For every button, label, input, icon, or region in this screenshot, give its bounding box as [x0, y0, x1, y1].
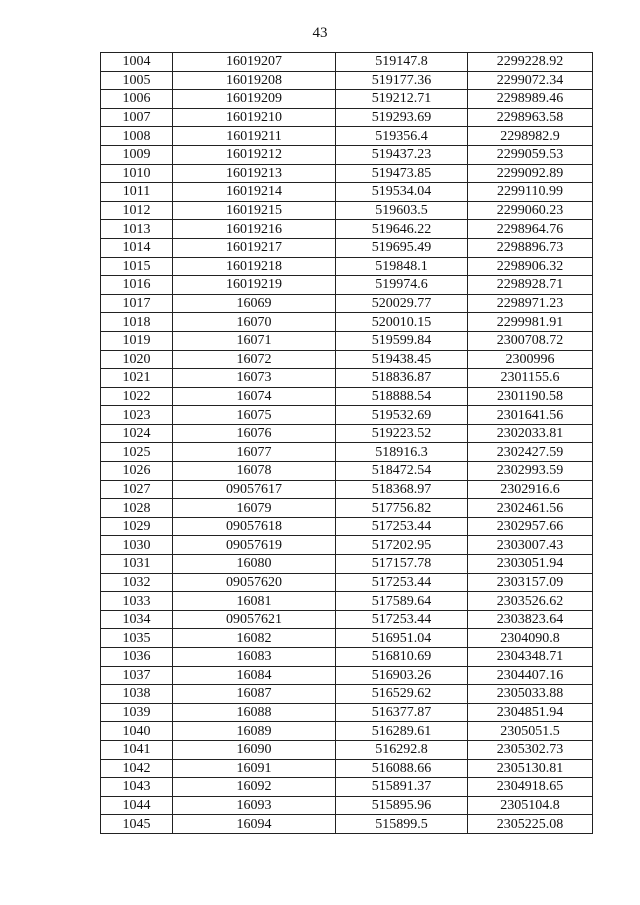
point-id-cell: 09057620	[173, 573, 336, 592]
y-coordinate-cell: 2302916.6	[468, 480, 593, 499]
x-coordinate-cell: 520010.15	[336, 313, 468, 332]
table-row	[101, 796, 593, 815]
point-id-cell: 16089	[173, 722, 336, 741]
row-number-cell: 1034	[101, 610, 173, 629]
y-coordinate-cell: 2299059.53	[468, 145, 593, 164]
row-number-cell: 1024	[101, 424, 173, 443]
row-number-cell: 1010	[101, 164, 173, 183]
table-row	[101, 71, 593, 90]
y-coordinate-cell: 2301190.58	[468, 387, 593, 406]
y-coordinate-cell: 2303526.62	[468, 592, 593, 611]
row-number-cell: 1031	[101, 555, 173, 574]
x-coordinate-cell: 517253.44	[336, 610, 468, 629]
point-id-cell: 16019217	[173, 238, 336, 257]
y-coordinate-cell: 2299060.23	[468, 201, 593, 220]
x-coordinate-cell: 519177.36	[336, 71, 468, 90]
y-coordinate-cell: 2303051.94	[468, 555, 593, 574]
x-coordinate-cell: 520029.77	[336, 294, 468, 313]
y-coordinate-cell: 2304407.16	[468, 666, 593, 685]
table-row	[101, 90, 593, 109]
x-coordinate-cell: 519473.85	[336, 164, 468, 183]
row-number-cell: 1020	[101, 350, 173, 369]
table-row	[101, 294, 593, 313]
y-coordinate-cell: 2305302.73	[468, 740, 593, 759]
x-coordinate-cell: 518836.87	[336, 369, 468, 388]
x-coordinate-cell: 519848.1	[336, 257, 468, 276]
y-coordinate-cell: 2299110.99	[468, 183, 593, 202]
point-id-cell: 16080	[173, 555, 336, 574]
table-row	[101, 815, 593, 834]
x-coordinate-cell: 518916.3	[336, 443, 468, 462]
table-row	[101, 740, 593, 759]
table-row	[101, 778, 593, 797]
point-id-cell: 09057619	[173, 536, 336, 555]
table-row	[101, 406, 593, 425]
table-row	[101, 183, 593, 202]
y-coordinate-cell: 2304090.8	[468, 629, 593, 648]
point-id-cell: 16081	[173, 592, 336, 611]
table-row	[101, 145, 593, 164]
table-row	[101, 610, 593, 629]
point-id-cell: 16079	[173, 499, 336, 518]
y-coordinate-cell: 2298963.58	[468, 108, 593, 127]
row-number-cell: 1006	[101, 90, 173, 109]
row-number-cell: 1042	[101, 759, 173, 778]
point-id-cell: 16019215	[173, 201, 336, 220]
point-id-cell: 16019207	[173, 53, 336, 72]
table-row	[101, 592, 593, 611]
row-number-cell: 1016	[101, 276, 173, 295]
x-coordinate-cell: 518368.97	[336, 480, 468, 499]
y-coordinate-cell: 2299228.92	[468, 53, 593, 72]
y-coordinate-cell: 2298896.73	[468, 238, 593, 257]
x-coordinate-cell: 515895.96	[336, 796, 468, 815]
point-id-cell: 16019216	[173, 220, 336, 239]
y-coordinate-cell: 2298989.46	[468, 90, 593, 109]
table-row	[101, 313, 593, 332]
table-row	[101, 685, 593, 704]
x-coordinate-cell: 519646.22	[336, 220, 468, 239]
point-id-cell: 16019208	[173, 71, 336, 90]
row-number-cell: 1045	[101, 815, 173, 834]
y-coordinate-cell: 2302461.56	[468, 499, 593, 518]
table-row	[101, 220, 593, 239]
x-coordinate-cell: 517589.64	[336, 592, 468, 611]
y-coordinate-cell: 2305104.8	[468, 796, 593, 815]
point-id-cell: 09057618	[173, 517, 336, 536]
point-id-cell: 16093	[173, 796, 336, 815]
x-coordinate-cell: 517756.82	[336, 499, 468, 518]
y-coordinate-cell: 2305130.81	[468, 759, 593, 778]
table-row	[101, 573, 593, 592]
y-coordinate-cell: 2301155.6	[468, 369, 593, 388]
x-coordinate-cell: 517253.44	[336, 573, 468, 592]
row-number-cell: 1043	[101, 778, 173, 797]
row-number-cell: 1028	[101, 499, 173, 518]
x-coordinate-cell: 516088.66	[336, 759, 468, 778]
row-number-cell: 1026	[101, 462, 173, 481]
x-coordinate-cell: 516529.62	[336, 685, 468, 704]
x-coordinate-cell: 516903.26	[336, 666, 468, 685]
row-number-cell: 1027	[101, 480, 173, 499]
y-coordinate-cell: 2300708.72	[468, 331, 593, 350]
point-id-cell: 09057617	[173, 480, 336, 499]
x-coordinate-cell: 519223.52	[336, 424, 468, 443]
point-id-cell: 16075	[173, 406, 336, 425]
point-id-cell: 16087	[173, 685, 336, 704]
row-number-cell: 1023	[101, 406, 173, 425]
row-number-cell: 1035	[101, 629, 173, 648]
table-row	[101, 164, 593, 183]
table-row	[101, 499, 593, 518]
point-id-cell: 16091	[173, 759, 336, 778]
x-coordinate-cell: 519599.84	[336, 331, 468, 350]
point-id-cell: 16071	[173, 331, 336, 350]
point-id-cell: 16094	[173, 815, 336, 834]
coordinate-table	[100, 52, 593, 834]
table-row	[101, 257, 593, 276]
point-id-cell: 16073	[173, 369, 336, 388]
row-number-cell: 1019	[101, 331, 173, 350]
x-coordinate-cell: 519534.04	[336, 183, 468, 202]
x-coordinate-cell: 519147.8	[336, 53, 468, 72]
y-coordinate-cell: 2303823.64	[468, 610, 593, 629]
point-id-cell: 16074	[173, 387, 336, 406]
x-coordinate-cell: 519437.23	[336, 145, 468, 164]
row-number-cell: 1036	[101, 648, 173, 667]
y-coordinate-cell: 2298971.23	[468, 294, 593, 313]
x-coordinate-cell: 517157.78	[336, 555, 468, 574]
y-coordinate-cell: 2298906.32	[468, 257, 593, 276]
x-coordinate-cell: 519438.45	[336, 350, 468, 369]
table-row	[101, 480, 593, 499]
y-coordinate-cell: 2299092.89	[468, 164, 593, 183]
table-row	[101, 127, 593, 146]
x-coordinate-cell: 519293.69	[336, 108, 468, 127]
x-coordinate-cell: 519974.6	[336, 276, 468, 295]
y-coordinate-cell: 2304348.71	[468, 648, 593, 667]
y-coordinate-cell: 2305225.08	[468, 815, 593, 834]
row-number-cell: 1038	[101, 685, 173, 704]
table-body	[101, 53, 593, 834]
table-row	[101, 331, 593, 350]
row-number-cell: 1025	[101, 443, 173, 462]
point-id-cell: 16019219	[173, 276, 336, 295]
table-row	[101, 387, 593, 406]
point-id-cell: 16019218	[173, 257, 336, 276]
row-number-cell: 1022	[101, 387, 173, 406]
row-number-cell: 1009	[101, 145, 173, 164]
table-row	[101, 276, 593, 295]
x-coordinate-cell: 516951.04	[336, 629, 468, 648]
x-coordinate-cell: 515891.37	[336, 778, 468, 797]
table-row	[101, 703, 593, 722]
x-coordinate-cell: 518888.54	[336, 387, 468, 406]
row-number-cell: 1040	[101, 722, 173, 741]
y-coordinate-cell: 2302957.66	[468, 517, 593, 536]
point-id-cell: 16077	[173, 443, 336, 462]
point-id-cell: 16019211	[173, 127, 336, 146]
x-coordinate-cell: 517202.95	[336, 536, 468, 555]
x-coordinate-cell: 519356.4	[336, 127, 468, 146]
row-number-cell: 1032	[101, 573, 173, 592]
y-coordinate-cell: 2298982.9	[468, 127, 593, 146]
x-coordinate-cell: 515899.5	[336, 815, 468, 834]
point-id-cell: 16070	[173, 313, 336, 332]
table-row	[101, 629, 593, 648]
row-number-cell: 1005	[101, 71, 173, 90]
row-number-cell: 1039	[101, 703, 173, 722]
row-number-cell: 1012	[101, 201, 173, 220]
y-coordinate-cell: 2304918.65	[468, 778, 593, 797]
y-coordinate-cell: 2305051.5	[468, 722, 593, 741]
table-row	[101, 443, 593, 462]
point-id-cell: 16083	[173, 648, 336, 667]
point-id-cell: 16076	[173, 424, 336, 443]
table-row	[101, 666, 593, 685]
x-coordinate-cell: 519212.71	[336, 90, 468, 109]
point-id-cell: 16084	[173, 666, 336, 685]
table-row	[101, 759, 593, 778]
y-coordinate-cell: 2302993.59	[468, 462, 593, 481]
x-coordinate-cell: 516810.69	[336, 648, 468, 667]
table-row	[101, 238, 593, 257]
row-number-cell: 1017	[101, 294, 173, 313]
y-coordinate-cell: 2304851.94	[468, 703, 593, 722]
point-id-cell: 16019213	[173, 164, 336, 183]
table-row	[101, 648, 593, 667]
table-row	[101, 536, 593, 555]
table-row	[101, 108, 593, 127]
point-id-cell: 16092	[173, 778, 336, 797]
point-id-cell: 16078	[173, 462, 336, 481]
row-number-cell: 1011	[101, 183, 173, 202]
table-row	[101, 53, 593, 72]
y-coordinate-cell: 2301641.56	[468, 406, 593, 425]
row-number-cell: 1029	[101, 517, 173, 536]
row-number-cell: 1033	[101, 592, 173, 611]
point-id-cell: 16088	[173, 703, 336, 722]
point-id-cell: 16090	[173, 740, 336, 759]
y-coordinate-cell: 2300996	[468, 350, 593, 369]
point-id-cell: 09057621	[173, 610, 336, 629]
y-coordinate-cell: 2299981.91	[468, 313, 593, 332]
page-number: 43	[312, 25, 328, 41]
y-coordinate-cell: 2303007.43	[468, 536, 593, 555]
y-coordinate-cell: 2303157.09	[468, 573, 593, 592]
y-coordinate-cell: 2299072.34	[468, 71, 593, 90]
x-coordinate-cell: 519532.69	[336, 406, 468, 425]
row-number-cell: 1013	[101, 220, 173, 239]
point-id-cell: 16072	[173, 350, 336, 369]
y-coordinate-cell: 2302427.59	[468, 443, 593, 462]
row-number-cell: 1007	[101, 108, 173, 127]
table-row	[101, 369, 593, 388]
x-coordinate-cell: 516289.61	[336, 722, 468, 741]
table-row	[101, 722, 593, 741]
row-number-cell: 1018	[101, 313, 173, 332]
y-coordinate-cell: 2298928.71	[468, 276, 593, 295]
x-coordinate-cell: 519695.49	[336, 238, 468, 257]
point-id-cell: 16019210	[173, 108, 336, 127]
table-row	[101, 350, 593, 369]
row-number-cell: 1008	[101, 127, 173, 146]
point-id-cell: 16019214	[173, 183, 336, 202]
row-number-cell: 1021	[101, 369, 173, 388]
x-coordinate-cell: 519603.5	[336, 201, 468, 220]
row-number-cell: 1004	[101, 53, 173, 72]
y-coordinate-cell: 2302033.81	[468, 424, 593, 443]
x-coordinate-cell: 517253.44	[336, 517, 468, 536]
x-coordinate-cell: 516292.8	[336, 740, 468, 759]
x-coordinate-cell: 516377.87	[336, 703, 468, 722]
point-id-cell: 16019209	[173, 90, 336, 109]
row-number-cell: 1037	[101, 666, 173, 685]
table-row	[101, 517, 593, 536]
table-row	[101, 424, 593, 443]
row-number-cell: 1044	[101, 796, 173, 815]
table-row	[101, 462, 593, 481]
row-number-cell: 1030	[101, 536, 173, 555]
row-number-cell: 1015	[101, 257, 173, 276]
point-id-cell: 16069	[173, 294, 336, 313]
table-row	[101, 201, 593, 220]
table-row	[101, 555, 593, 574]
point-id-cell: 16019212	[173, 145, 336, 164]
point-id-cell: 16082	[173, 629, 336, 648]
y-coordinate-cell: 2305033.88	[468, 685, 593, 704]
y-coordinate-cell: 2298964.76	[468, 220, 593, 239]
row-number-cell: 1014	[101, 238, 173, 257]
x-coordinate-cell: 518472.54	[336, 462, 468, 481]
row-number-cell: 1041	[101, 740, 173, 759]
